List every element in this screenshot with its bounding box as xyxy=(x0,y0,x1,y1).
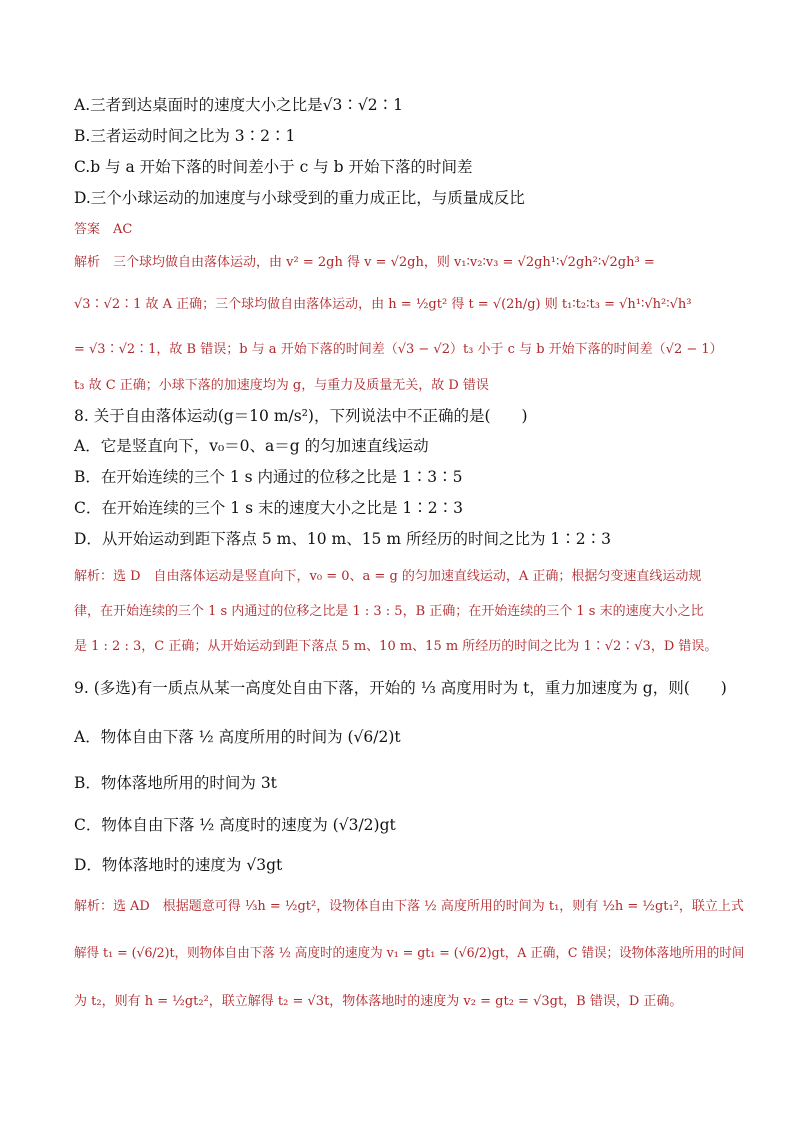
q9-analysis-line: 解得 t₁ = (√6/2)t，则物体自由下落 ½ 高度时的速度为 v₁ = gt₁ = (√6/2)gt，A 正确，C 错误；设物体落地所用的时间 xyxy=(74,946,745,961)
q8-analysis-line: 是 1 : 2 : 3，C 正确；从开始运动到距下落点 5 m、10 m、15 m 所经历的时间之比为 1∶√2∶√3，D 错误。 xyxy=(74,639,718,654)
q7-option-d: D.三个小球运动的加速度与小球受到的重力成正比，与质量成反比 xyxy=(74,189,525,207)
q9-analysis-line: 解析：选 AD 根据题意可得 ⅓h = ½gt²，设物体自由下落 ½ 高度所用的时间为 t₁，则有 ½h = ½gt₁²，联立上式 xyxy=(74,899,744,914)
q8-option-b: B．在开始连续的三个 1 s 内通过的位移之比是 1∶3∶5 xyxy=(74,468,463,486)
q8-analysis-line: 律，在开始连续的三个 1 s 内通过的位移之比是 1 : 3 : 5，B 正确；在开始连续的三个 1 s 末的速度大小之比 xyxy=(74,604,704,619)
q9-option-d: D．物体落地时的速度为 √3gt xyxy=(74,856,283,874)
q7-analysis-line: 解析 三个球均做自由落体运动，由 v² = 2gh 得 v = √2gh，则 v₁∶v₂∶v₃ = √2gh¹∶√2gh²∶√2gh³ = xyxy=(74,255,655,270)
q7-analysis-line: t₃ 故 C 正确；小球下落的加速度均为 g，与重力及质量无关，故 D 错误 xyxy=(74,378,489,393)
q9-option-c: C．物体自由下落 ½ 高度时的速度为 (√3/2)gt xyxy=(74,816,396,834)
q8-option-c: C．在开始连续的三个 1 s 末的速度大小之比是 1∶2∶3 xyxy=(74,499,463,517)
q8-analysis-line: 解析：选 D 自由落体运动是竖直向下，v₀ = 0、a = g 的匀加速直线运动，A 正确；根据匀变速直线运动规 xyxy=(74,569,702,584)
q8-option-d: D．从开始运动到距下落点 5 m、10 m、15 m 所经历的时间之比为 1∶2∶3 xyxy=(74,530,611,548)
q7-analysis-line: √3∶√2∶1 故 A 正确；三个球均做自由落体运动，由 h = ½gt² 得 t = √(2h/g) 则 t₁∶t₂∶t₃ = √h¹∶√h²∶√h³ xyxy=(74,297,692,312)
q8-stem: 8. 关于自由落体运动(g＝10 m/s²)，下列说法中不正确的是( ) xyxy=(74,407,528,425)
q7-answer: 答案 AC xyxy=(74,222,133,237)
q9-analysis-line: 为 t₂，则有 h = ½gt₂²，联立解得 t₂ = √3t，物体落地时的速度为 v₂ = gt₂ = √3gt，B 错误，D 正确。 xyxy=(74,994,683,1009)
q7-option-c: C.b 与 a 开始下落的时间差小于 c 与 b 开始下落的时间差 xyxy=(74,158,473,176)
q7-option-a: A.三者到达桌面时的速度大小之比是√3∶√2∶1 xyxy=(74,96,403,114)
q7-analysis-line: = √3∶√2∶1，故 B 错误；b 与 a 开始下落的时间差（√3 − √2）t₃ 小于 c 与 b 开始下落的时间差（√2 − 1） xyxy=(74,342,723,357)
q9-option-a: A．物体自由下落 ½ 高度所用的时间为 (√6/2)t xyxy=(74,728,401,746)
q9-stem: 9. (多选)有一质点从某一高度处自由下落，开始的 ⅓ 高度用时为 t，重力加速度为 g，则( ) xyxy=(74,679,727,697)
q8-option-a: A．它是竖直向下，v₀＝0、a＝g 的匀加速直线运动 xyxy=(74,437,429,455)
q7-option-b: B.三者运动时间之比为 3∶2∶1 xyxy=(74,127,296,145)
q9-option-b: B．物体落地所用的时间为 3t xyxy=(74,774,277,792)
